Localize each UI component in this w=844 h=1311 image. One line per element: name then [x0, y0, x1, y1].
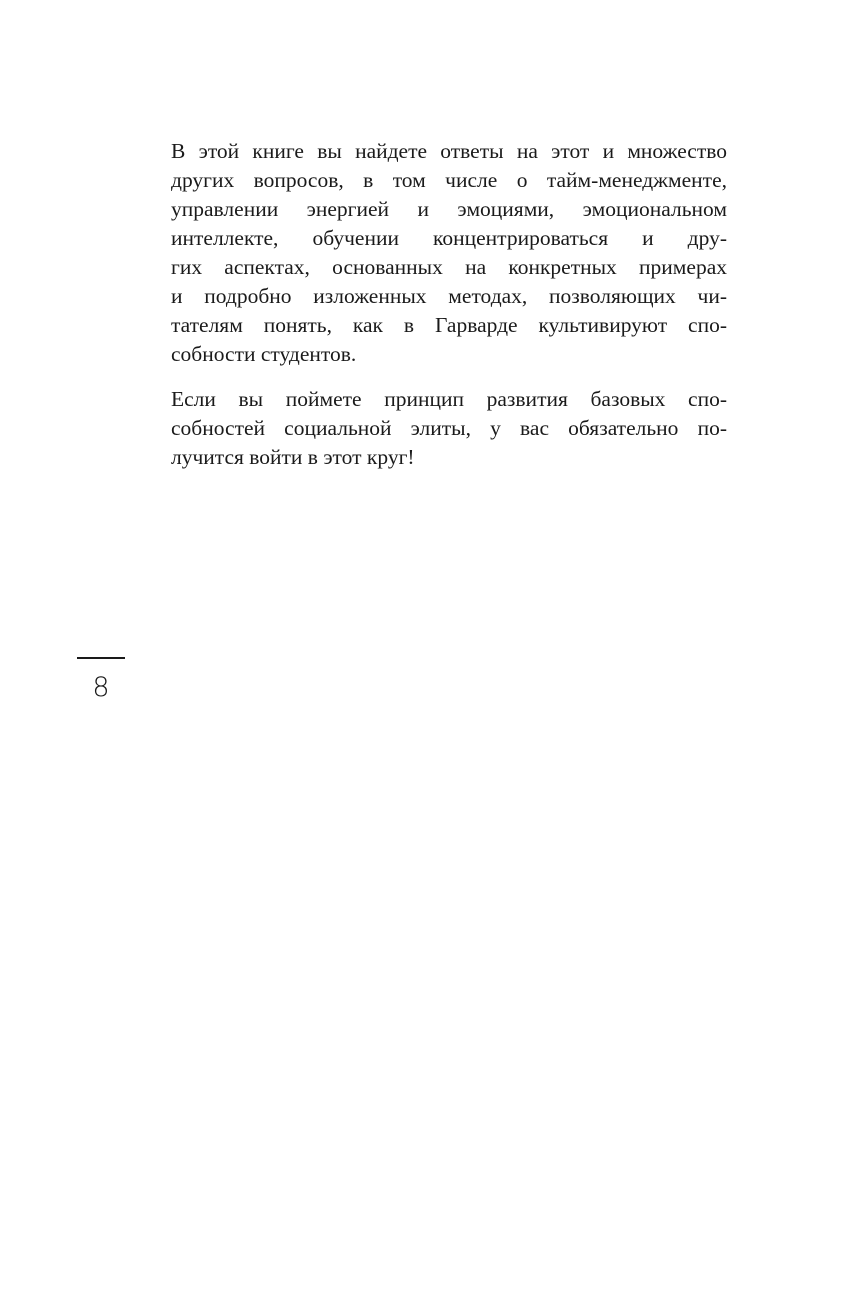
text-line: В этой книге вы найдете ответы на этот и множество [171, 139, 727, 163]
text-line: Если вы поймете принцип развития базовых спо- [171, 387, 727, 411]
paragraph-spacer [171, 369, 727, 385]
page-number: 8 [92, 672, 110, 703]
text-line: собностей социальной элиты, у вас обязательно по- [171, 416, 727, 440]
text-line: лучится войти в этот круг! [171, 445, 415, 469]
text-line: интеллекте, обучении концентрироваться и дру- [171, 226, 727, 250]
text-line: гих аспектах, основанных на конкретных примерах [171, 255, 727, 279]
page-number-rule [77, 657, 125, 659]
text-line: и подробно изложенных методах, позволяющих чи- [171, 284, 727, 308]
text-line: управлении энергией и эмоциями, эмоциональном [171, 197, 727, 221]
body-text [171, 137, 727, 472]
text-line: других вопросов, в том числе о тайм-менеджменте, [171, 168, 727, 192]
paragraph-1 [171, 137, 727, 369]
text-line: тателям понять, как в Гарварде культивируют спо- [171, 313, 727, 337]
paragraph-2 [171, 385, 727, 472]
text-line: собности студентов. [171, 342, 357, 366]
